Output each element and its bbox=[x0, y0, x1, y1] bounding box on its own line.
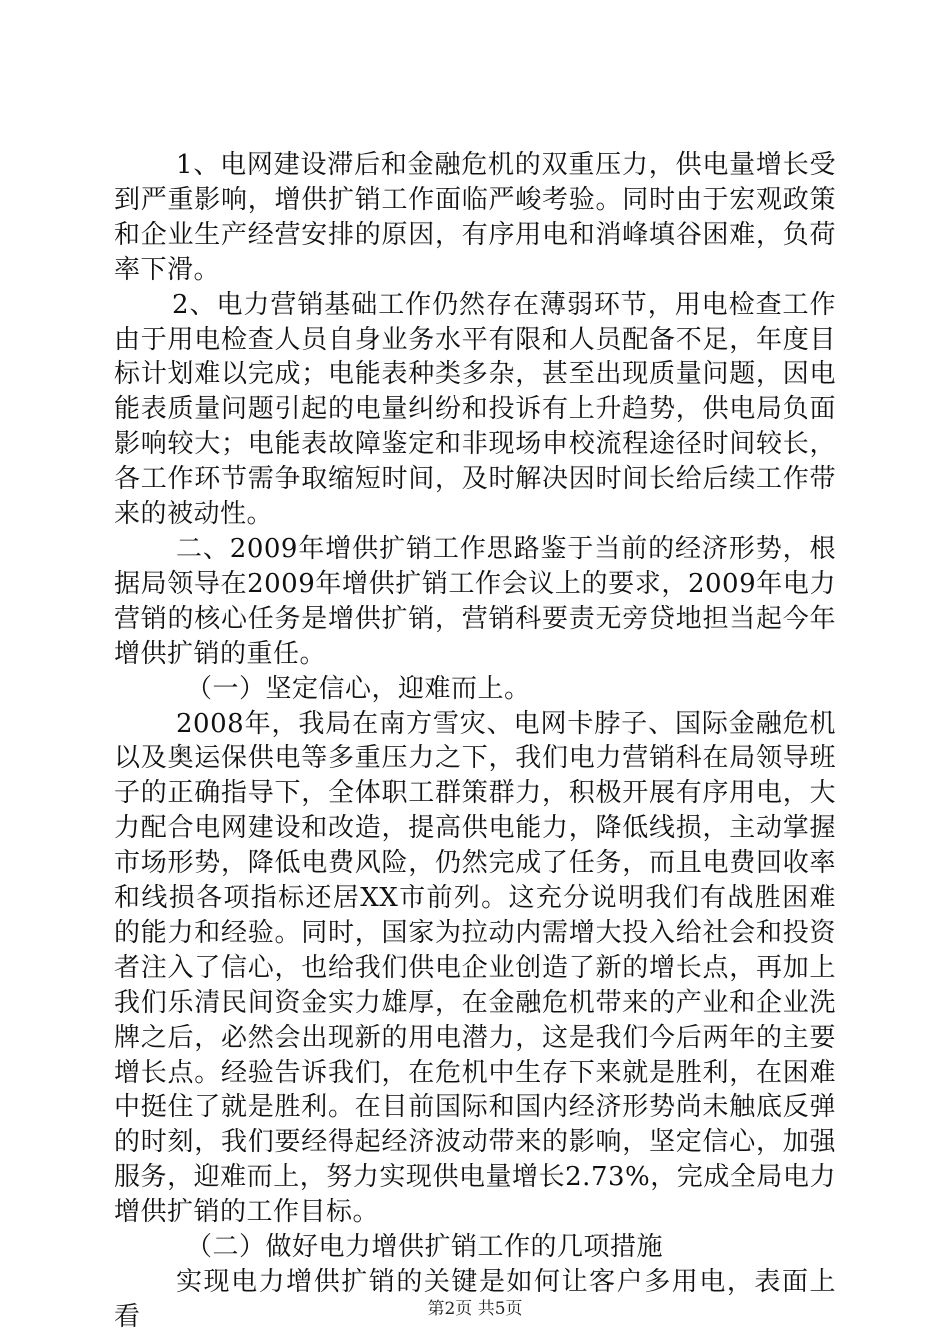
document-body bbox=[114, 148, 836, 1335]
section-heading-1: （一）坚定信心，迎难而上。 bbox=[186, 673, 531, 704]
section-heading-2: （二）做好电力增供扩销工作的几项措施 bbox=[186, 1232, 664, 1263]
page-footer bbox=[0, 1298, 950, 1320]
paragraph-1: 1、电网建设滞后和金融危机的双重压力，供电量增长受到严重影响，增供扩销工作面临严峻考验。同时由于宏观政策和企业生产经营安排的原因，有序用电和消峰填谷困难，负荷率下滑。 bbox=[114, 150, 836, 285]
paragraph-2: 2、电力营销基础工作仍然存在薄弱环节，用电检查工作由于用电检查人员自身业务水平有限和人员配备不足，年度目标计划难以完成；电能表种类多杂，甚至出现质量问题，因电能表质量问题引起的电量纠纷和投诉有上升趋势，供电局负面影响较大；电能表故障鉴定和非现场申校流程途径时间较长，各工作环节需争取缩短时间，及时解决因时间长给后续工作带来的被动性。 bbox=[114, 289, 836, 530]
paragraph-5: 实现电力增供扩销的关键是如何让客户多用电，表面上看 bbox=[114, 1267, 836, 1332]
paragraph-3: 二、2009年增供扩销工作思路鉴于当前的经济形势，根据局领导在2009年增供扩销工作会议上的要求，2009年电力营销的核心任务是增供扩销，营销科要责无旁贷地担当起今年增供扩销的重任。 bbox=[114, 533, 836, 669]
paragraph-4: 2008年，我局在南方雪灾、电网卡脖子、国际金融危机以及奥运保供电等多重压力之下，我们电力营销科在局领导班子的正确指导下，全体职工群策群力，积极开展有序用电，大力配合电网建设和改造，提高供电能力，降低线损，主动掌握市场形势，降低电费风险，仍然完成了任务，而且电费回收率和线损各项指标还居XX市前列。这充分说明我们有战胜困难的能力和经验。同时，国家为拉动内需增大投入给社会和投资者注入了信心，也给我们供电企业创造了新的增长点，再加上我们乐清民间资金实力雄厚，在金融危机带来的产业和企业洗牌之后，必然会出现新的用电潜力，这是我们今后两年的主要增长点。经验告诉我们，在危机中生存下来就是胜利，在困难中挺住了就是胜利。在目前国际和国内经济形势尚未触底反弹的时刻，我们要经得起经济波动带来的影响，坚定信心，加强服务，迎难而上，努力实现供电量增长2.73%，完成全局电力增供扩销的工作目标。 bbox=[114, 708, 836, 1228]
page-number-label: 第2页 共5页 bbox=[427, 1299, 523, 1319]
